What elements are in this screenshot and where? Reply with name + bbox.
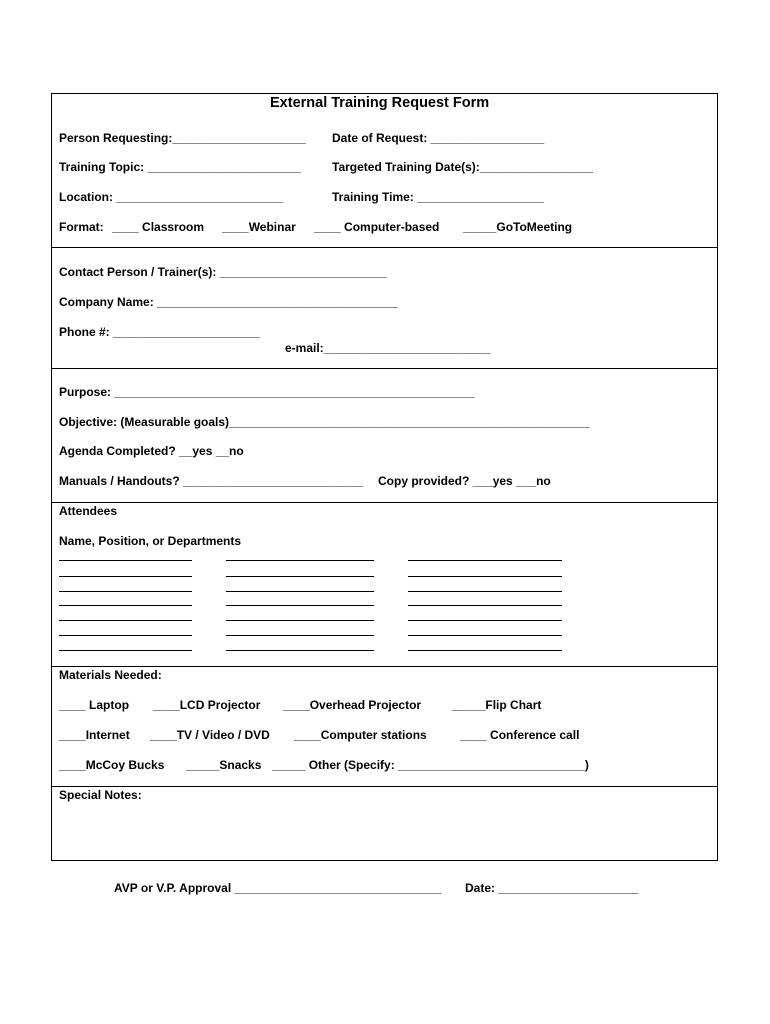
attendee-entry-line[interactable] xyxy=(408,605,562,606)
material-laptop[interactable]: ____ Laptop xyxy=(59,698,130,712)
material-snacks[interactable]: _____Snacks xyxy=(186,758,262,772)
person-requesting-field[interactable]: Person Requesting:____________________ xyxy=(59,131,306,145)
manuals-handouts-field[interactable]: Manuals / Handouts? ___________________________ xyxy=(59,474,364,488)
materials-heading: Materials Needed: xyxy=(59,668,162,682)
section-divider xyxy=(51,502,718,503)
attendee-entry-line[interactable] xyxy=(226,650,374,651)
section-divider xyxy=(51,786,718,787)
company-name-field[interactable]: Company Name: ____________________________________ xyxy=(59,295,398,309)
contact-trainer-field[interactable]: Contact Person / Trainer(s): _________________________ xyxy=(59,265,387,279)
attendee-entry-line[interactable] xyxy=(59,605,192,606)
phone-field[interactable]: Phone #: ______________________ xyxy=(59,325,260,339)
training-time-field[interactable]: Training Time: ___________________ xyxy=(332,190,544,204)
attendees-heading: Attendees xyxy=(59,504,118,518)
attendee-entry-line[interactable] xyxy=(59,576,192,577)
attendee-entry-line[interactable] xyxy=(226,635,374,636)
material-mccoy-bucks[interactable]: ____McCoy Bucks xyxy=(59,758,165,772)
date-of-request-field[interactable]: Date of Request: _________________ xyxy=(332,131,545,145)
material-computer-stations[interactable]: ____Computer stations xyxy=(294,728,427,742)
format-classroom-option[interactable]: ____ Classroom xyxy=(112,220,205,234)
attendee-entry-line[interactable] xyxy=(226,591,374,592)
attendee-entry-line[interactable] xyxy=(226,560,374,561)
section-divider xyxy=(51,247,718,248)
material-other-specify[interactable]: _____ Other (Specify: ____________________________) xyxy=(272,758,589,772)
copy-provided-field[interactable]: Copy provided? ___yes ___no xyxy=(378,474,551,488)
attendees-subheading: Name, Position, or Departments xyxy=(59,534,242,548)
special-notes-heading: Special Notes: xyxy=(59,788,142,802)
attendee-entry-line[interactable] xyxy=(59,635,192,636)
attendee-entry-line[interactable] xyxy=(226,576,374,577)
material-overhead-projector[interactable]: ____Overhead Projector xyxy=(283,698,422,712)
attendee-entry-line[interactable] xyxy=(226,620,374,621)
form-title: External Training Request Form xyxy=(270,95,490,111)
training-topic-field[interactable]: Training Topic: _______________________ xyxy=(59,160,301,174)
format-label: Format: xyxy=(59,220,104,234)
format-webinar-option[interactable]: ____Webinar xyxy=(222,220,296,234)
avp-approval-field[interactable]: AVP or V.P. Approval _______________________________ xyxy=(114,881,442,895)
material-tv-video-dvd[interactable]: ____TV / Video / DVD xyxy=(150,728,270,742)
material-flip-chart[interactable]: _____Flip Chart xyxy=(452,698,542,712)
section-divider xyxy=(51,666,718,667)
attendee-entry-line[interactable] xyxy=(408,591,562,592)
attendee-entry-line[interactable] xyxy=(59,560,192,561)
location-field[interactable]: Location: _________________________ xyxy=(59,190,284,204)
material-internet[interactable]: ____Internet xyxy=(59,728,130,742)
section-divider xyxy=(51,368,718,369)
attendee-entry-line[interactable] xyxy=(408,576,562,577)
attendee-entry-line[interactable] xyxy=(226,605,374,606)
attendee-entry-line[interactable] xyxy=(408,650,562,651)
attendee-entry-line[interactable] xyxy=(59,650,192,651)
agenda-completed-field[interactable]: Agenda Completed? __yes __no xyxy=(59,444,244,458)
format-gotomeeting-option[interactable]: _____GoToMeeting xyxy=(463,220,573,234)
purpose-field[interactable]: Purpose: ______________________________________________________ xyxy=(59,385,475,399)
attendee-entry-line[interactable] xyxy=(408,635,562,636)
approval-date-field[interactable]: Date: _____________________ xyxy=(465,881,639,895)
targeted-dates-field[interactable]: Targeted Training Date(s):_________________ xyxy=(332,160,594,174)
material-lcd-projector[interactable]: ____LCD Projector xyxy=(153,698,261,712)
material-conference-call[interactable]: ____ Conference call xyxy=(460,728,580,742)
attendee-entry-line[interactable] xyxy=(408,620,562,621)
email-field[interactable]: e-mail:_________________________ xyxy=(285,341,491,355)
attendee-entry-line[interactable] xyxy=(59,620,192,621)
format-computer-based-option[interactable]: ____ Computer-based xyxy=(314,220,440,234)
attendee-entry-line[interactable] xyxy=(59,591,192,592)
objective-field[interactable]: Objective: (Measurable goals)______________________________________________________ xyxy=(59,415,590,429)
attendee-entry-line[interactable] xyxy=(408,560,562,561)
